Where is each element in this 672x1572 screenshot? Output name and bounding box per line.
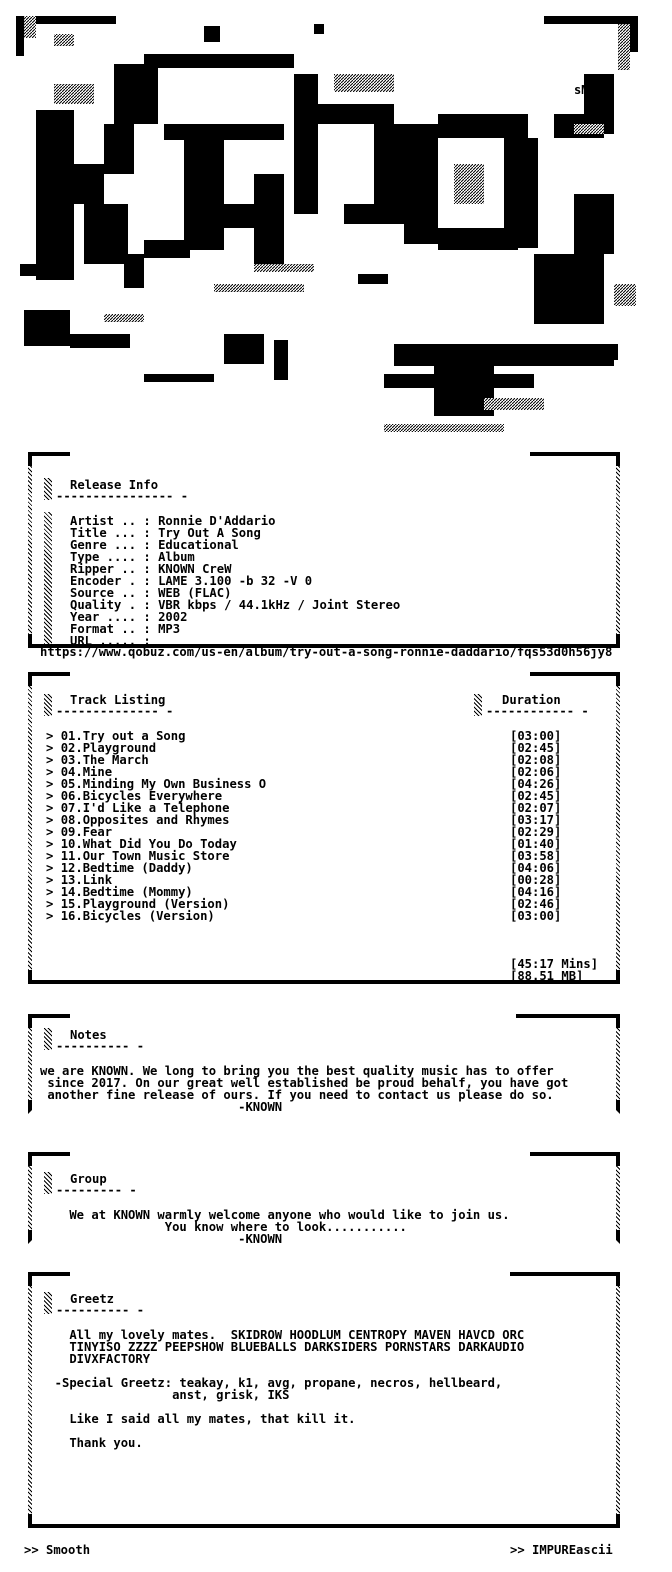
ascii-art-logo bbox=[14, 14, 640, 444]
release-field-value: MP3 bbox=[158, 622, 181, 636]
track-bullet-icon: > bbox=[46, 813, 61, 827]
footer-left: >> Smooth bbox=[24, 1543, 91, 1557]
track-title: 16.Bicycles (Version) bbox=[60, 909, 215, 923]
group-line: You know where to look........... bbox=[40, 1220, 407, 1234]
release-field-label: URL ..... : bbox=[70, 634, 151, 648]
track-duration: [03:00] bbox=[510, 909, 562, 923]
track-duration: [02:08] bbox=[510, 753, 562, 767]
track-bullet-icon: > bbox=[46, 729, 61, 743]
notes-underline: ---------- - bbox=[56, 1039, 145, 1053]
track-duration: [03:17] bbox=[510, 813, 562, 827]
release-field-value: Try Out A Song bbox=[158, 526, 261, 540]
track-duration: [03:00] bbox=[510, 729, 562, 743]
track-bullet-icon: > bbox=[46, 873, 61, 887]
track-title: 15.Playground (Version) bbox=[60, 897, 230, 911]
track-bullet-icon: > bbox=[46, 861, 61, 875]
footer-right: >> IMPUREascii bbox=[510, 1543, 613, 1557]
track-duration: [02:45] bbox=[510, 789, 562, 803]
notes-line: we are KNOWN. We long to bring you the best quality music has to offer bbox=[40, 1064, 554, 1078]
greetz-line: DIVXFACTORY bbox=[40, 1352, 151, 1366]
track-title: 09.Fear bbox=[60, 825, 113, 839]
release-field-label: Source .. : bbox=[70, 586, 151, 600]
duration-heading: Duration bbox=[502, 693, 561, 707]
release-info-underline: ---------------- - bbox=[56, 489, 189, 503]
track-duration: [01:40] bbox=[510, 837, 562, 851]
track-title: 05.Minding My Own Business O bbox=[60, 777, 267, 791]
track-bullet-icon: > bbox=[46, 837, 61, 851]
release-field-label: Ripper .. : bbox=[70, 562, 151, 576]
track-duration: [04:26] bbox=[510, 777, 562, 791]
track-duration: [02:07] bbox=[510, 801, 562, 815]
greetz-line: Like I said all my mates, that kill it. bbox=[40, 1412, 356, 1426]
track-title: 12.Bedtime (Daddy) bbox=[60, 861, 193, 875]
group-underline: --------- - bbox=[56, 1183, 137, 1197]
track-listing-underline: -------------- - bbox=[56, 704, 174, 718]
greetz-line: -Special Greetz: teakay, k1, avg, propane, necros, hellbeard, bbox=[40, 1376, 503, 1390]
track-title: 08.Opposites and Rhymes bbox=[60, 813, 230, 827]
logo-tag: sM bbox=[574, 83, 589, 97]
release-field-label: Type .... : bbox=[70, 550, 151, 564]
release-field-value: WEB (FLAC) bbox=[158, 586, 232, 600]
track-bullet-icon: > bbox=[46, 801, 61, 815]
greetz-line: TINYISO ZZZZ PEEPSHOW BLUEBALLS DARKSIDERS PORNSTARS DARKAUDIO bbox=[40, 1340, 525, 1354]
release-field-label: Artist .. : bbox=[70, 514, 151, 528]
track-title: 04.Mine bbox=[60, 765, 113, 779]
greetz-line: All my lovely mates. SKIDROW HOODLUM CENTROPY MAVEN HAVCD ORC bbox=[40, 1328, 525, 1342]
track-row bbox=[46, 910, 215, 922]
track-duration: [02:45] bbox=[510, 741, 562, 755]
track-title: 01.Try out a Song bbox=[60, 729, 186, 743]
release-info-heading: Release Info bbox=[70, 478, 159, 492]
total-size: [88.51 MB] bbox=[510, 969, 584, 983]
release-field-label: Encoder . : bbox=[70, 574, 151, 588]
track-title: 02.Playground bbox=[60, 741, 157, 755]
notes-line: since 2017. On our great well established be proud behalf, you have got bbox=[40, 1076, 569, 1090]
track-bullet-icon: > bbox=[46, 885, 61, 899]
track-bullet-icon: > bbox=[46, 909, 61, 923]
total-time: [45:17 Mins] bbox=[510, 957, 599, 971]
release-field-value: Ronnie D'Addario bbox=[158, 514, 276, 528]
track-bullet-icon: > bbox=[46, 825, 61, 839]
track-bullet-icon: > bbox=[46, 789, 61, 803]
track-duration: [00:28] bbox=[510, 873, 562, 887]
release-field-label: Year .... : bbox=[70, 610, 151, 624]
track-title: 03.The March bbox=[60, 753, 149, 767]
track-duration: [02:06] bbox=[510, 765, 562, 779]
release-field-label: Title ... : bbox=[70, 526, 151, 540]
track-title: 06.Bicycles Everywhere bbox=[60, 789, 223, 803]
duration-underline: ------------ - bbox=[486, 704, 589, 718]
release-field-value: 2002 bbox=[158, 610, 188, 624]
release-url[interactable]: https://www.qobuz.com/us-en/album/try-out-a-song-ronnie-daddario/fqs53d0h56jy8 bbox=[40, 645, 613, 659]
greetz-line: anst, grisk, IKS bbox=[40, 1388, 290, 1402]
track-title: 11.Our Town Music Store bbox=[60, 849, 230, 863]
group-line: -KNOWN bbox=[40, 1232, 283, 1246]
track-duration: [04:16] bbox=[510, 885, 562, 899]
track-bullet-icon: > bbox=[46, 753, 61, 767]
track-bullet-icon: > bbox=[46, 897, 61, 911]
track-bullet-icon: > bbox=[46, 777, 61, 791]
release-field-label: Genre ... : bbox=[70, 538, 151, 552]
release-field-value: LAME 3.100 -b 32 -V 0 bbox=[158, 574, 313, 588]
release-field-label: Format .. : bbox=[70, 622, 151, 636]
greetz-heading: Greetz bbox=[70, 1292, 115, 1306]
track-title: 14.Bedtime (Mommy) bbox=[60, 885, 193, 899]
track-title: 07.I'd Like a Telephone bbox=[60, 801, 230, 815]
track-bullet-icon: > bbox=[46, 741, 61, 755]
track-title: 10.What Did You Do Today bbox=[60, 837, 237, 851]
track-duration: [02:46] bbox=[510, 897, 562, 911]
release-field-value: Educational bbox=[158, 538, 239, 552]
group-heading: Group bbox=[70, 1172, 107, 1186]
track-duration: [04:06] bbox=[510, 861, 562, 875]
notes-line: -KNOWN bbox=[40, 1100, 283, 1114]
track-title: 13.Link bbox=[60, 873, 113, 887]
greetz-underline: ---------- - bbox=[56, 1303, 145, 1317]
track-listing-heading: Track Listing bbox=[70, 693, 166, 707]
track-duration: [02:29] bbox=[510, 825, 562, 839]
track-bullet-icon: > bbox=[46, 765, 61, 779]
release-field-value: KNOWN CreW bbox=[158, 562, 232, 576]
release-field-value: VBR kbps / 44.1kHz / Joint Stereo bbox=[158, 598, 401, 612]
release-field-value: Album bbox=[158, 550, 195, 564]
group-line: We at KNOWN warmly welcome anyone who would like to join us. bbox=[40, 1208, 510, 1222]
release-field-label: Quality . : bbox=[70, 598, 151, 612]
track-bullet-icon: > bbox=[46, 849, 61, 863]
notes-heading: Notes bbox=[70, 1028, 107, 1042]
track-duration: [03:58] bbox=[510, 849, 562, 863]
greetz-line: Thank you. bbox=[40, 1436, 143, 1450]
notes-line: another fine release of ours. If you need to contact us please do so. bbox=[40, 1088, 554, 1102]
